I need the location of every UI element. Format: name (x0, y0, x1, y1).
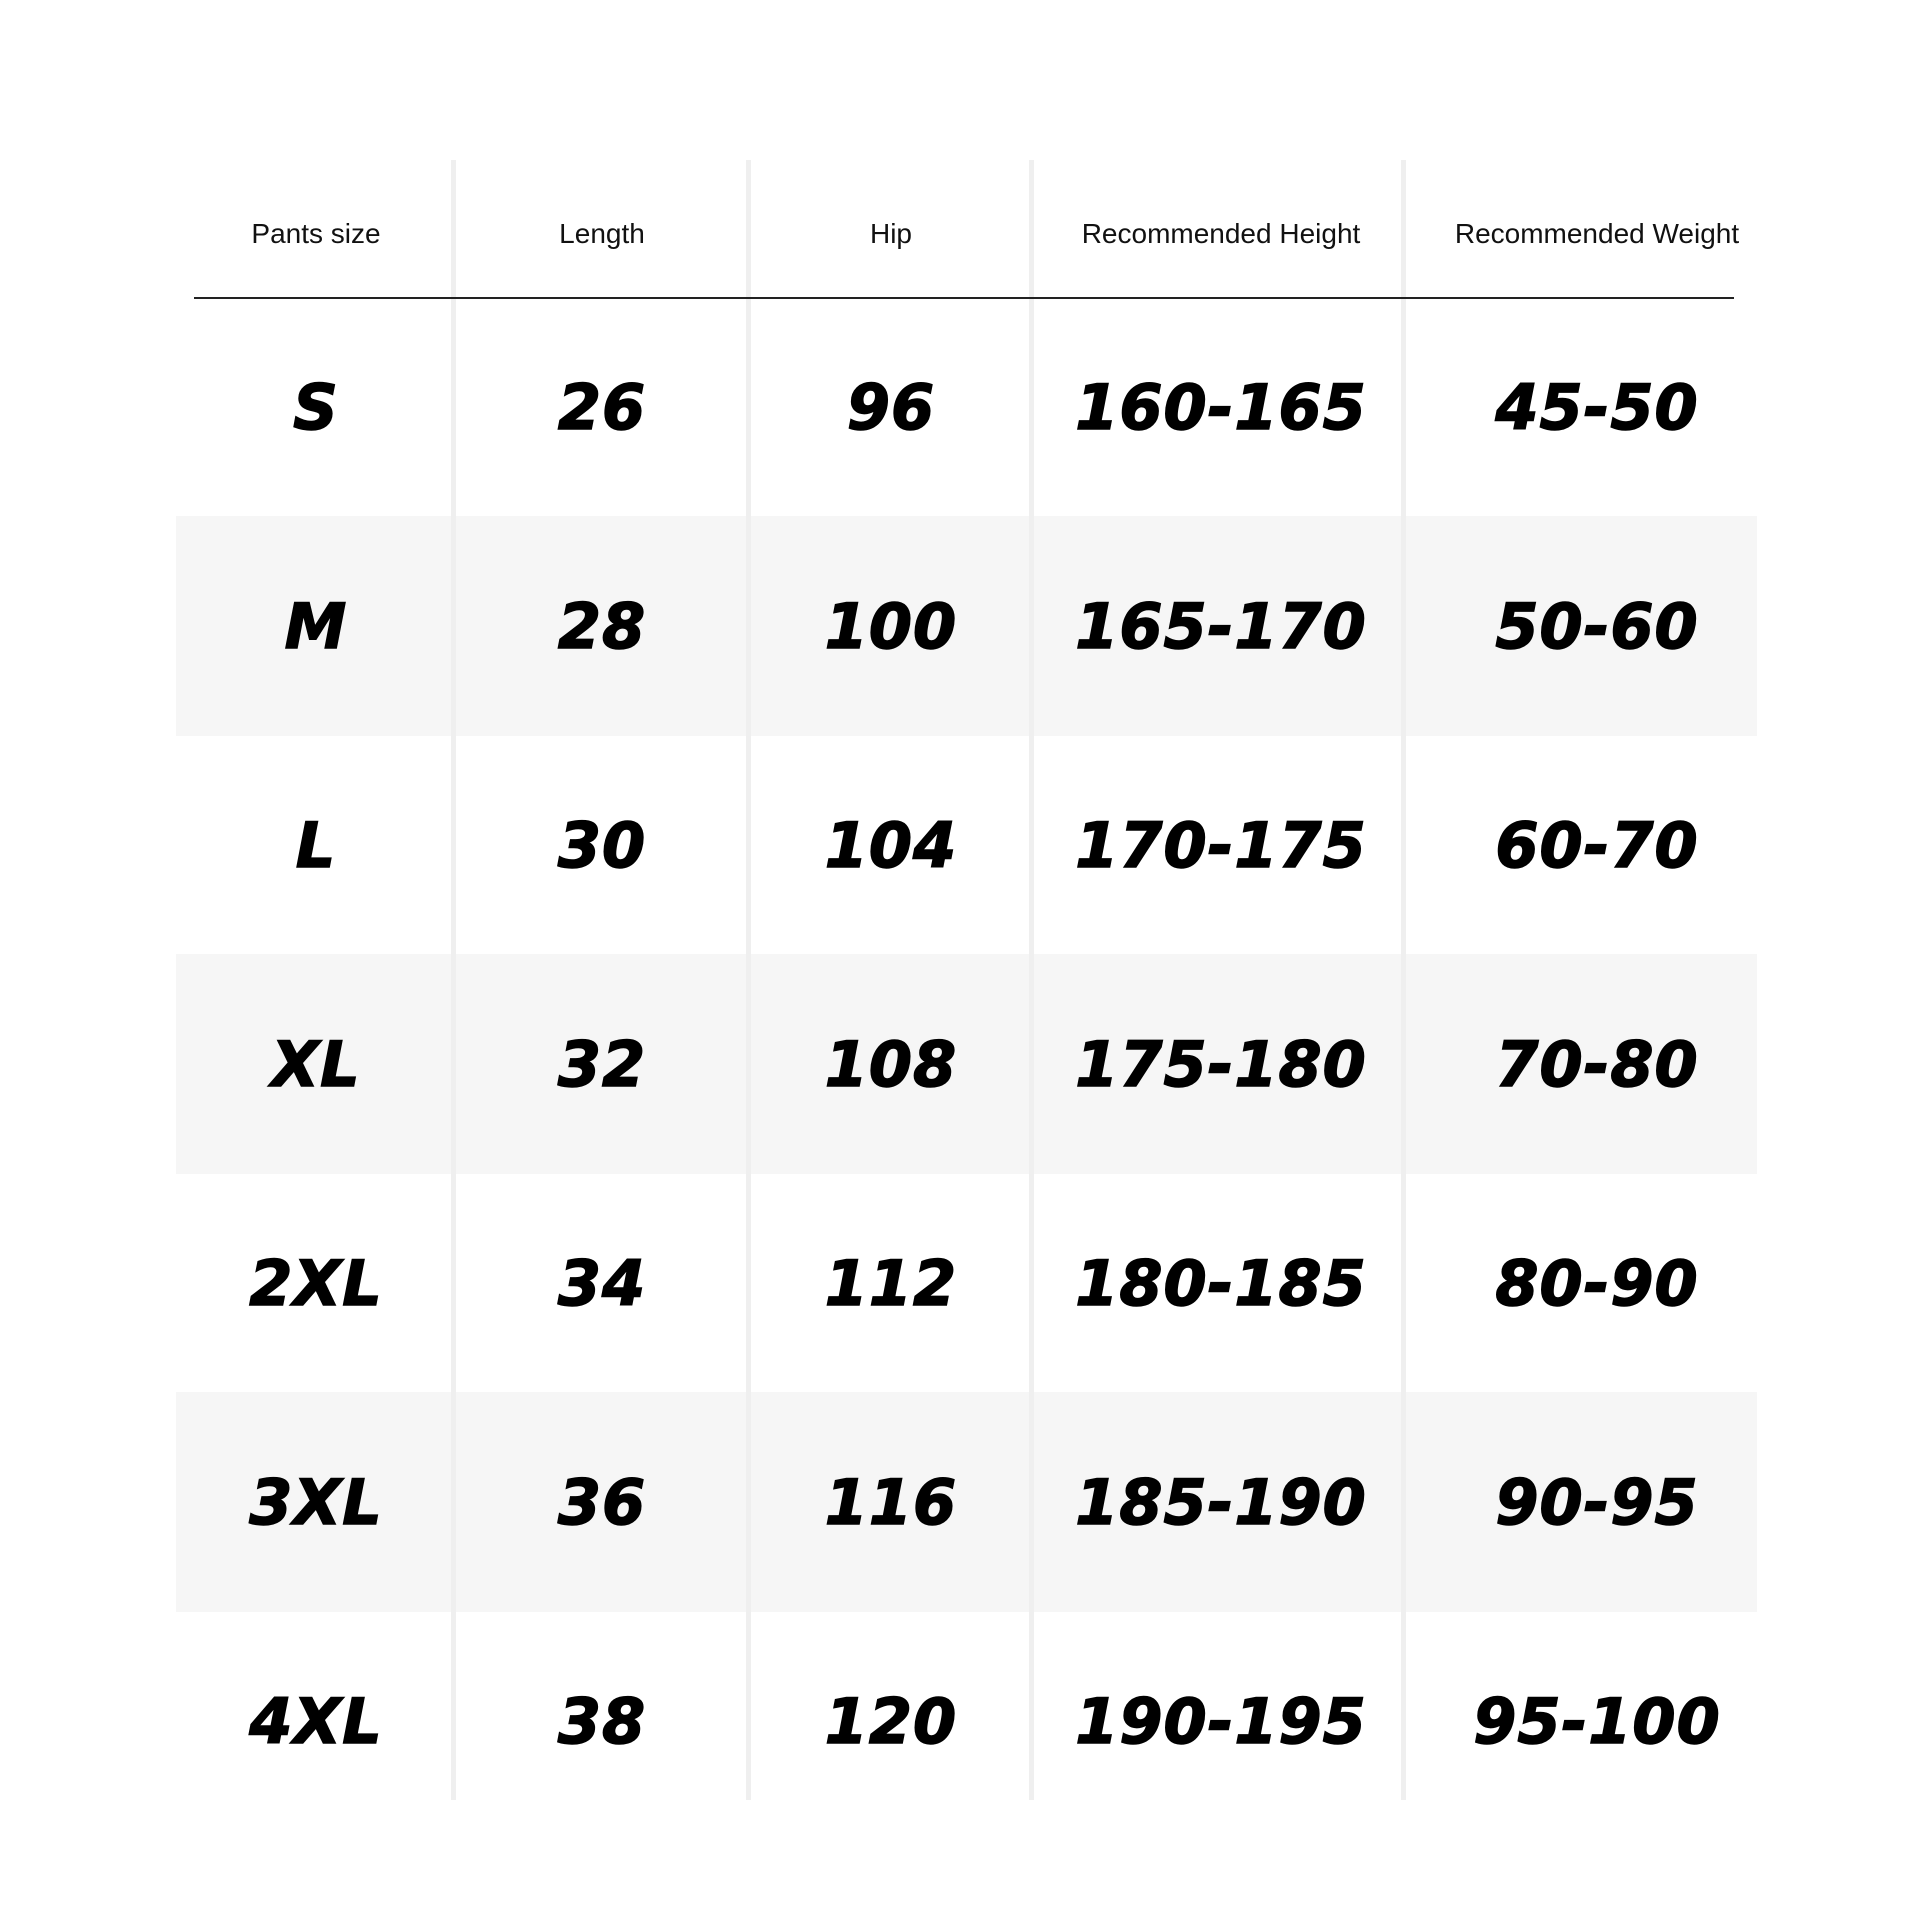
table-row (0, 1173, 1920, 1393)
table-row (0, 1611, 1920, 1831)
cell-length: 38 (557, 1684, 647, 1758)
cell-size: 2XL (249, 1246, 383, 1320)
cell-size: M (284, 589, 348, 663)
cell-hip: 120 (824, 1684, 958, 1758)
cell-hip: 108 (824, 1027, 958, 1101)
cell-height: 170-175 (1075, 808, 1367, 882)
table-row (0, 297, 1920, 517)
cell-size: 3XL (249, 1465, 383, 1539)
header-pants-size: Pants size (251, 218, 381, 249)
cell-size: S (293, 370, 339, 444)
cell-hip: 116 (824, 1465, 958, 1539)
cell-weight: 95-100 (1473, 1684, 1721, 1758)
cell-weight: 80-90 (1495, 1246, 1699, 1320)
header-recommended-weight: Recommended Weight (1454, 218, 1740, 249)
cell-size: L (295, 808, 337, 882)
cell-weight: 70-80 (1495, 1027, 1699, 1101)
cell-height: 165-170 (1075, 589, 1367, 663)
cell-height: 175-180 (1075, 1027, 1367, 1101)
header-hip: Hip (869, 218, 912, 249)
table-row (0, 954, 1920, 1174)
cell-height: 185-190 (1075, 1465, 1367, 1539)
table-row (0, 516, 1920, 736)
cell-length: 30 (557, 808, 647, 882)
cell-length: 32 (557, 1027, 647, 1101)
cell-size: XL (271, 1027, 361, 1101)
cell-hip: 112 (824, 1246, 958, 1320)
table-row (0, 735, 1920, 955)
header-recommended-height: Recommended Height (1081, 218, 1361, 249)
table-header (0, 150, 1920, 318)
cell-size: 4XL (249, 1684, 383, 1758)
cell-hip: 96 (846, 370, 936, 444)
cell-weight: 60-70 (1495, 808, 1699, 882)
cell-hip: 104 (824, 808, 958, 882)
table-row (0, 1392, 1920, 1612)
header-length: Length (559, 218, 645, 249)
cell-length: 28 (557, 589, 647, 663)
cell-weight: 50-60 (1495, 589, 1699, 663)
cell-height: 180-185 (1075, 1246, 1367, 1320)
cell-length: 36 (557, 1465, 647, 1539)
cell-hip: 100 (824, 589, 958, 663)
cell-height: 190-195 (1075, 1684, 1367, 1758)
cell-length: 26 (557, 370, 647, 444)
cell-weight: 45-50 (1495, 370, 1699, 444)
cell-length: 34 (557, 1246, 647, 1320)
cell-height: 160-165 (1075, 370, 1367, 444)
cell-weight: 90-95 (1495, 1465, 1699, 1539)
